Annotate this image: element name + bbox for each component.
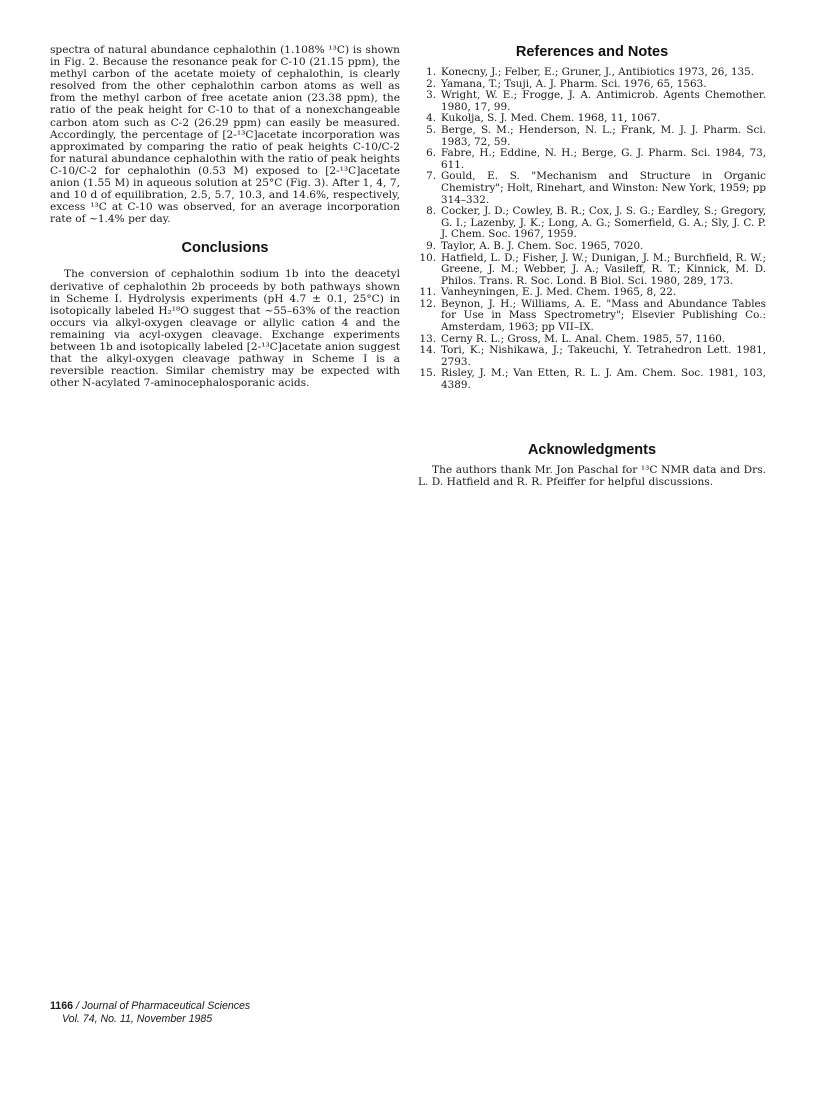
- reference-number: 15 .: [418, 368, 436, 380]
- references-list: [418, 67, 766, 392]
- acknowledgments-paragraph: The authors thank Mr. Jon Paschal for ¹³C NMR data and Drs. L. D. Hatfield and R. R. Pfeiffer for helpful discussions.: [418, 463, 766, 488]
- left-column: [50, 44, 400, 389]
- reference-item: [418, 171, 766, 206]
- reference-item: [418, 345, 766, 368]
- reference-text: Gould, E. S. "Mechanism and Structure in Organic Chemistry"; Holt, Rinehart, and Winston: New York, 1959; pp 314–332.: [441, 170, 766, 206]
- conclusions-paragraph: The conversion of cephalothin sodium 1b into the deacetyl derivative of cephalothin 2b proceeds by both pathways shown in Scheme I. Hydrolysis experiments (pH 4.7 ± 0.1, 25°C) in isotopically labeled H₂¹⁸O suggest that ~55–63% of the reaction occurs via alkyl-oxygen cleavage or allylic cation 4 and the remaining via acyl-oxygen cleavage. Exchange experiments between 1b and isotopically labeled [2-¹³C]acetate anion suggest that the alkyl-oxygen cleavage pathway in Scheme I is a reversible reaction. Similar chemistry may be expected with other N-acylated 7-aminocephalosporanic acids.: [50, 268, 400, 390]
- reference-number: 6 .: [418, 148, 436, 160]
- reference-item: [418, 368, 766, 391]
- reference-number: 2 .: [418, 79, 436, 91]
- reference-text: Taylor, A. B. J. Chem. Soc. 1965, 7020.: [441, 239, 644, 252]
- reference-text: Risley, J. M.; Van Etten, R. L. J. Am. Chem. Soc. 1981, 103, 4389.: [441, 367, 766, 392]
- reference-text: Vanheyningen, E. J. Med. Chem. 1965, 8, 22.: [441, 286, 677, 299]
- reference-item: [418, 299, 766, 334]
- reference-number: 4 .: [418, 113, 436, 125]
- reference-number: 14 .: [418, 345, 436, 357]
- acknowledgments-heading: Acknowledgments: [527, 441, 657, 458]
- reference-text: Hatfield, L. D.; Fisher, J. W.; Dunigan, J. M.; Burchfield, R. W.; Greene, J. M.; Webber, J. A.; Vasileff, R. T.; Kinnick, M. D. Philos. Trans. R. Soc. Lond. B Biol. Sci. 1980, 289, 173.: [441, 251, 766, 287]
- reference-item: [418, 90, 766, 113]
- page-footer: [50, 1000, 250, 1025]
- journal-name: / Journal of Pharmaceutical Sciences: [75, 1000, 251, 1012]
- reference-text: Berge, S. M.; Henderson, N. L.; Frank, M. J. J. Pharm. Sci. 1983, 72, 59.: [441, 123, 766, 148]
- conclusions-heading: Conclusions: [181, 240, 269, 257]
- reference-number: 12 .: [418, 299, 436, 311]
- journal-volume: Vol. 74, No. 11, November 1985: [62, 1012, 213, 1025]
- reference-text: Wright, W. E.; Frogge, J. A. Antimicrob. Agents Chemother. 1980, 17, 99.: [441, 89, 766, 113]
- page-number: 1166: [50, 1000, 73, 1012]
- reference-text: Fabre, H.; Eddine, N. H.; Berge, G. J. Pharm. Sci. 1984, 73, 611.: [441, 147, 766, 171]
- reference-number: 3 .: [418, 90, 436, 102]
- reference-text: Cerny R. L.; Gross, M. L. Anal. Chem. 1985, 57, 1160.: [441, 332, 726, 345]
- reference-number: 5 .: [418, 125, 436, 137]
- reference-text: Cocker, J. D.; Cowley, B. R.; Cox, J. S. G.; Eardley, S.; Gregory, G. I.; Lazenby, J. K.; Long, A. G.; Somerfield, G. A.; Sly, J. C. P. J. Chem. Soc. 1967, 1959.: [441, 205, 766, 241]
- intro-paragraph: spectra of natural abundance cephalothin (1.108% ¹³C) is shown in Fig. 2. Because the resonance peak for C-10 (21.15 ppm), the methyl carbon of the acetate moiety of cephalothin, is clearly resolved from the other cephalothin carbon atoms as well as from the methyl carbon of free acetate anion (23.38 ppm), the ratio of the peak height for C-10 to that of a nonexchangeable carbon atom such as C-2 (26.29 ppm) can easily be measured. Accordingly, the percentage of [2-¹³C]acetate incorporation was approximated by comparing the ratio of peak heights C-10/C-2 for natural abundance cephalothin with the ratio of peak heights C-10/C-2 for cephalothin (0.53 M) exposed to [2-¹³C]acetate anion (1.55 M) in aqueous solution at 25°C (Fig. 3). After 1, 4, 7, and 10 d of equilibration, 2.5, 5.7, 10.3, and 14.6%, respectively, excess ¹³C at C-10 was observed, for an average incorporation rate of ~1.4% per day.: [50, 44, 400, 226]
- reference-item: [418, 125, 766, 148]
- right-column: [418, 44, 766, 488]
- reference-number: 7 .: [418, 171, 436, 183]
- reference-number: 9 .: [418, 241, 436, 253]
- reference-number: 10 .: [418, 253, 436, 265]
- reference-number: 1 .: [418, 67, 436, 79]
- reference-text: Tori, K.; Nishikawa, J.; Takeuchi, Y. Tetrahedron Lett. 1981, 2793.: [441, 344, 766, 368]
- reference-item: [418, 148, 766, 171]
- reference-number: 13 .: [418, 334, 436, 346]
- reference-text: Beynon, J. H.; Williams, A. E. "Mass and Abundance Tables for Use in Mass Spectrometry"; Elsevier Publishing Co.: Amsterdam, 1963; pp VII–IX.: [441, 297, 766, 334]
- reference-text: Konecny, J.; Felber, E.; Gruner, J., Antibiotics 1973, 26, 135.: [441, 66, 755, 78]
- reference-number: 11 .: [418, 287, 436, 299]
- references-heading: References and Notes: [515, 44, 669, 60]
- reference-text: Kukolja, S. J. Med. Chem. 1968, 11, 1067.: [441, 112, 661, 125]
- reference-number: 8 .: [418, 206, 436, 218]
- reference-item: [418, 206, 766, 241]
- reference-text: Yamana, T.; Tsuji, A. J. Pharm. Sci. 1976, 65, 1563.: [441, 77, 707, 90]
- reference-item: [418, 253, 766, 288]
